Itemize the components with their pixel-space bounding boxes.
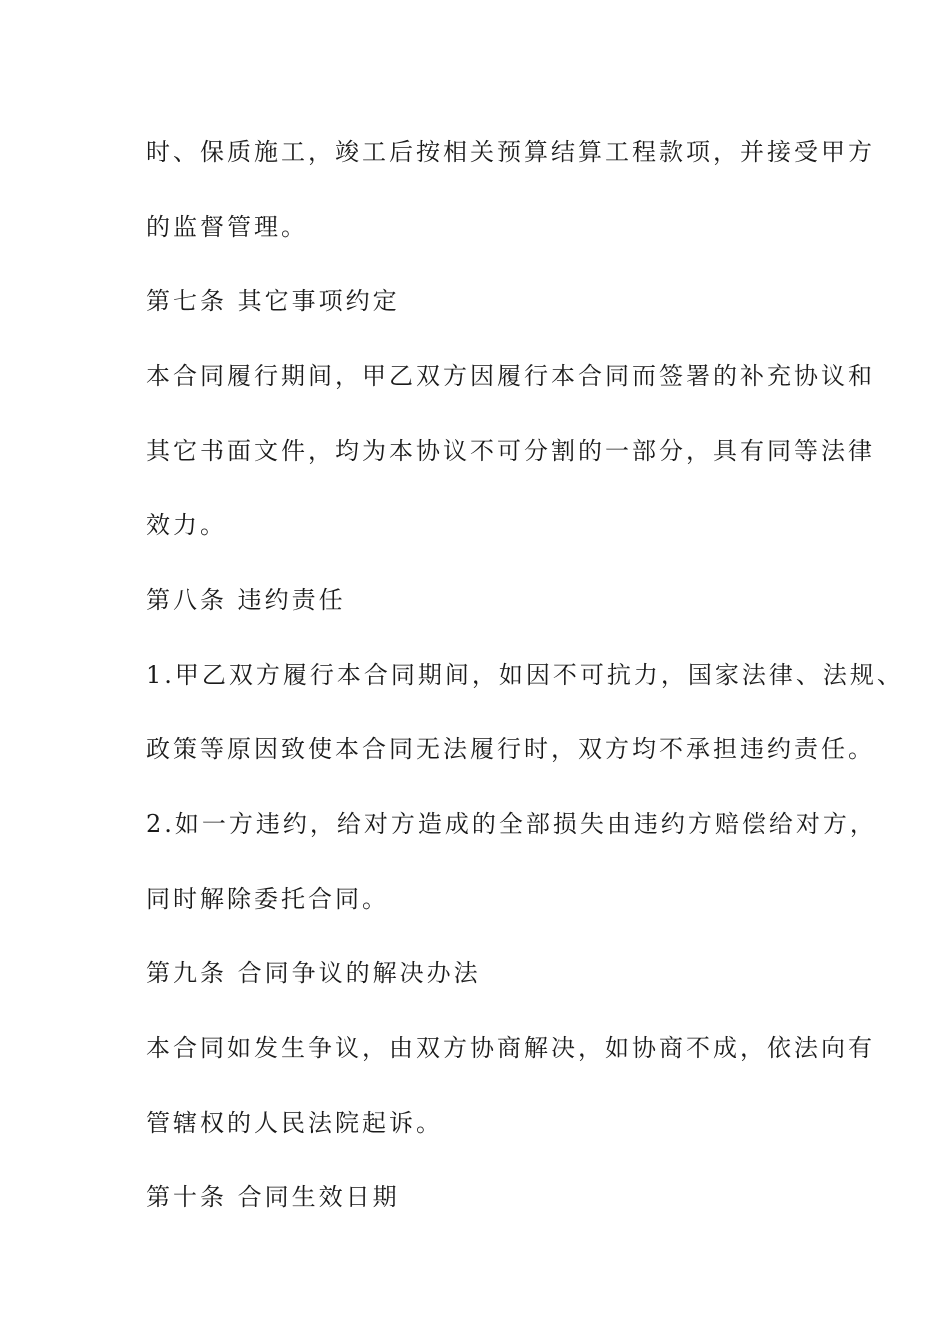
body-text-line: 2.如一方违约，给对方造成的全部损失由违约方赔偿给对方， (146, 810, 877, 838)
section-heading: 第七条 其它事项约定 (146, 287, 400, 315)
body-text-line: 1.甲乙双方履行本合同期间，如因不可抗力，国家法律、法规、 (146, 661, 904, 689)
body-text-line: 效力。 (146, 511, 227, 539)
body-text-line: 其它书面文件，均为本协议不可分割的一部分，具有同等法律 (146, 437, 875, 465)
section-heading: 第九条 合同争议的解决办法 (146, 959, 481, 987)
body-text-line: 政策等原因致使本合同无法履行时，双方均不承担违约责任。 (146, 735, 875, 763)
body-text-line: 的监督管理。 (146, 213, 308, 241)
section-heading: 第十条 合同生效日期 (146, 1183, 400, 1211)
body-text-line: 同时解除委托合同。 (146, 885, 389, 913)
body-text-line: 管辖权的人民法院起诉。 (146, 1109, 443, 1137)
body-text-line: 时、保质施工，竣工后按相关预算结算工程款项，并接受甲方 (146, 138, 875, 166)
section-heading: 第八条 违约责任 (146, 586, 346, 614)
body-text-line: 本合同履行期间，甲乙双方因履行本合同而签署的补充协议和 (146, 362, 875, 390)
body-text-line: 本合同如发生争议，由双方协商解决，如协商不成，依法向有 (146, 1034, 875, 1062)
